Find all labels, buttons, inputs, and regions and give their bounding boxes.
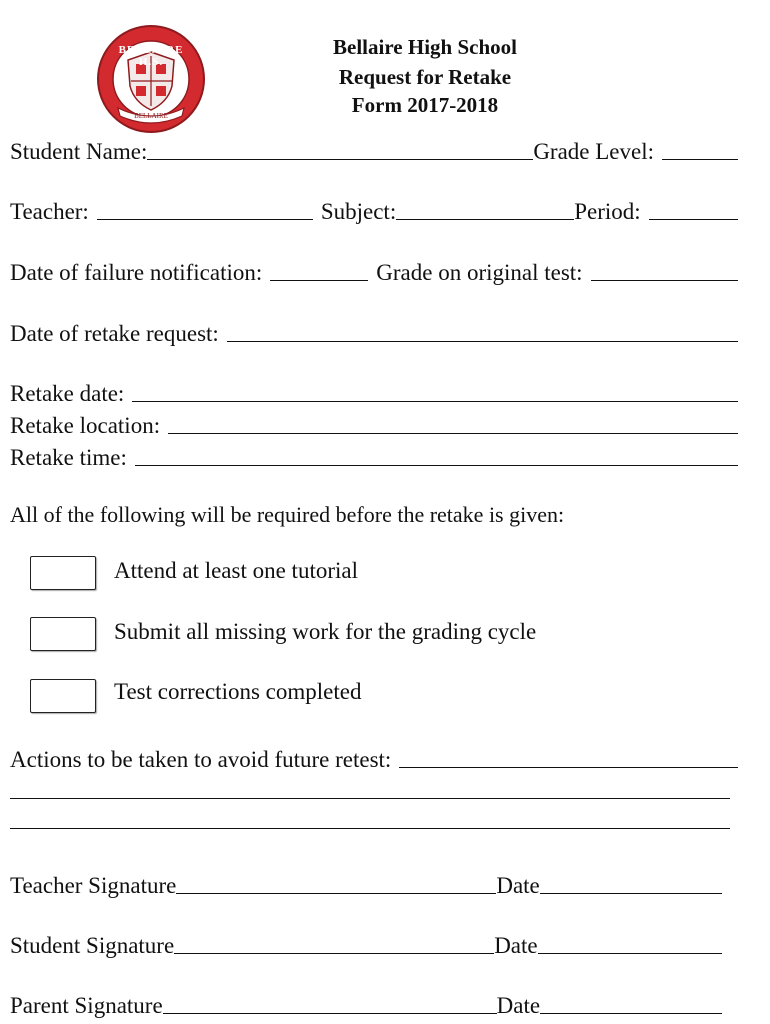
actions-label: Actions to be taken to avoid future retest:: [10, 747, 392, 772]
period-field[interactable]: [649, 219, 738, 220]
retake-location-label: Retake location:: [10, 413, 161, 438]
parent-signature-label: Parent Signature: [10, 993, 163, 1018]
test-corrections-label: Test corrections completed: [114, 679, 362, 704]
tutorial-checkbox[interactable]: [30, 556, 96, 590]
student-name-label: Student Name:: [10, 139, 148, 164]
tutorial-label: Attend at least one tutorial: [114, 558, 358, 583]
form-year: Form 2017-2018: [351, 93, 499, 117]
date-request-field[interactable]: [227, 341, 738, 342]
retake-time-label: Retake time:: [10, 445, 127, 470]
retake-location-field[interactable]: [168, 433, 738, 434]
actions-field-line-1[interactable]: [399, 767, 738, 768]
actions-field-line-3[interactable]: [10, 828, 730, 829]
seal-banner-text: BELLAIRE: [134, 112, 168, 120]
requirements-intro: All of the following will be required before the retake is given:: [10, 502, 565, 527]
student-date-field[interactable]: [538, 953, 722, 954]
retake-date-label: Retake date:: [10, 381, 125, 406]
parent-date-label: Date: [496, 993, 541, 1018]
grade-level-field[interactable]: [662, 159, 738, 160]
subject-field[interactable]: [396, 219, 574, 220]
form-title: Request for Retake: [338, 65, 512, 89]
grade-original-label: Grade on original test:: [376, 260, 583, 285]
date-request-label: Date of retake request:: [10, 321, 219, 346]
grade-level-label: Grade Level:: [533, 139, 654, 164]
test-corrections-checkbox[interactable]: [30, 679, 96, 713]
missing-work-label: Submit all missing work for the grading cycle: [114, 619, 537, 644]
school-name: Bellaire High School: [333, 35, 517, 59]
date-failure-field[interactable]: [270, 280, 368, 281]
seal-top-text: BELLAIRE H.S.: [118, 44, 184, 68]
grade-original-field[interactable]: [591, 280, 738, 281]
retake-time-field[interactable]: [135, 465, 738, 466]
date-failure-label: Date of failure notification:: [10, 260, 263, 285]
parent-date-field[interactable]: [540, 1013, 722, 1014]
actions-field-line-2[interactable]: [10, 798, 730, 799]
teacher-field[interactable]: [97, 219, 313, 220]
teacher-signature-field[interactable]: [176, 893, 496, 894]
student-name-field[interactable]: [147, 159, 533, 160]
student-signature-label: Student Signature: [10, 933, 175, 958]
period-label: Period:: [574, 199, 641, 224]
student-date-label: Date: [494, 933, 538, 958]
retake-date-field[interactable]: [132, 401, 738, 402]
missing-work-checkbox[interactable]: [30, 617, 96, 651]
teacher-signature-label: Teacher Signature: [10, 873, 177, 898]
student-signature-field[interactable]: [174, 953, 494, 954]
parent-signature-field[interactable]: [163, 1013, 497, 1014]
teacher-date-field[interactable]: [540, 893, 722, 894]
teacher-date-label: Date: [496, 873, 540, 898]
teacher-label: Teacher:: [10, 199, 89, 224]
subject-label: Subject:: [320, 199, 397, 224]
